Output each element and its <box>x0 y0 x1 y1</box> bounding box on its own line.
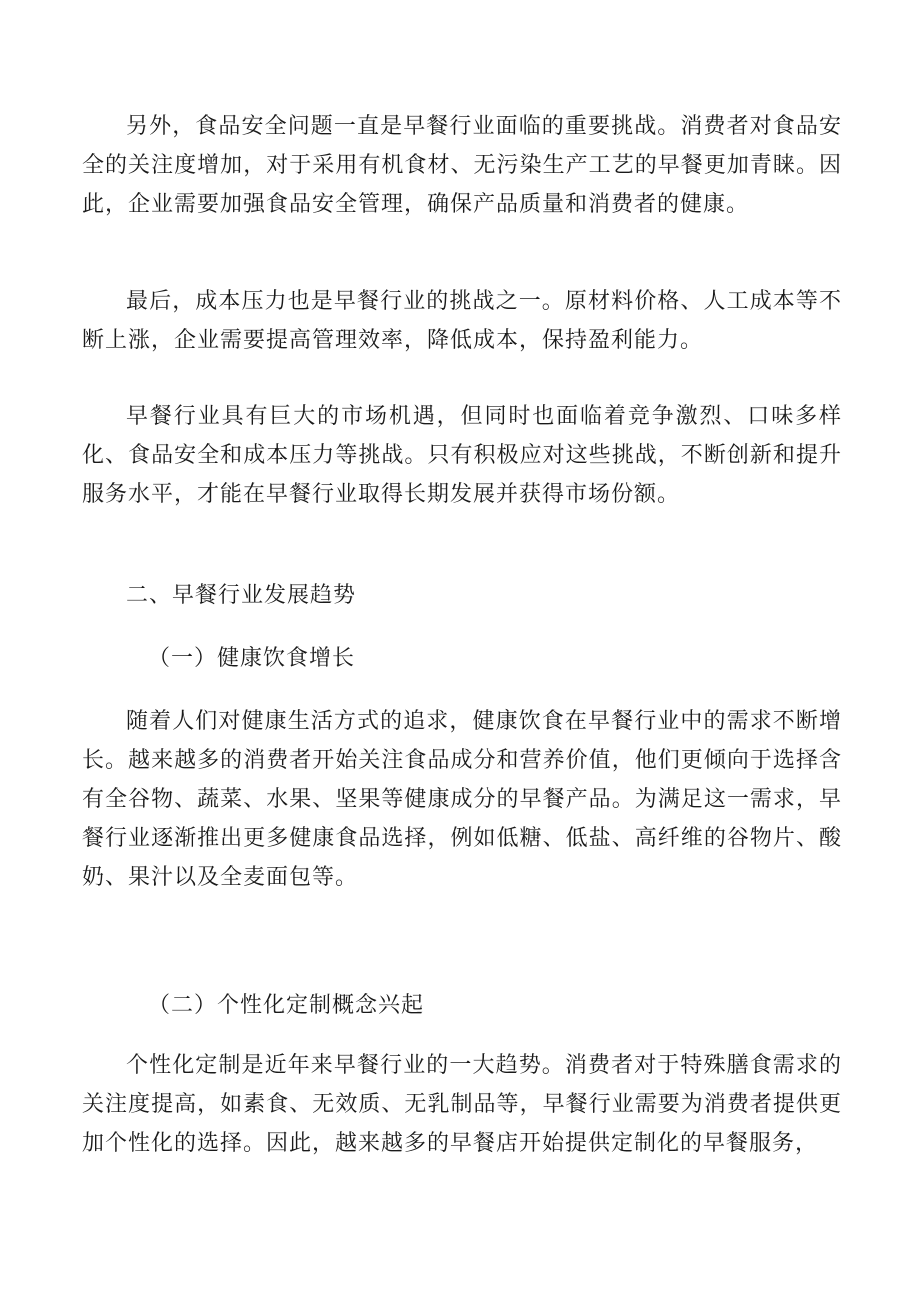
subheading-personalization: （二）个性化定制概念兴起 <box>148 993 425 1018</box>
paragraph-food-safety: 另外，食品安全问题一直是早餐行业面临的重要挑战。消费者对食品安全的关注度增加，对于采用有机食材、无污染生产工艺的早餐更加青睐。因此，企业需要加强食品安全管理，确保产品质量和消费者的健康。 <box>82 114 842 217</box>
paragraph-cost-pressure: 最后，成本压力也是早餐行业的挑战之一。原材料价格、人工成本等不断上涨，企业需要提高管理效率，降低成本，保持盈利能力。 <box>82 289 842 353</box>
subheading-healthy-diet: （一）健康饮食增长 <box>148 646 356 671</box>
paragraph-market-summary: 早餐行业具有巨大的市场机遇，但同时也面临着竞争激烈、口味多样化、食品安全和成本压力等挑战。只有积极应对这些挑战，不断创新和提升服务水平，才能在早餐行业取得长期发展并获得市场份额。 <box>82 404 842 507</box>
paragraph-healthy-diet: 随着人们对健康生活方式的追求，健康饮食在早餐行业中的需求不断增长。越来越多的消费者开始关注食品成分和营养价值，他们更倾向于选择含有全谷物、蔬菜、水果、坚果等健康成分的早餐产品。为满足这一需求，早餐行业逐渐推出更多健康食品选择，例如低糖、低盐、高纤维的谷物片、酸奶、果汁以及全麦面包等。 <box>82 709 842 890</box>
paragraph-personalization: 个性化定制是近年来早餐行业的一大趋势。消费者对于特殊膳食需求的关注度提高，如素食、无效质、无乳制品等，早餐行业需要为消费者提供更加个性化的选择。因此，越来越多的早餐店开始提供定制化的早餐服务， <box>82 1053 842 1156</box>
section-heading-trends: 二、早餐行业发展趋势 <box>126 583 357 608</box>
